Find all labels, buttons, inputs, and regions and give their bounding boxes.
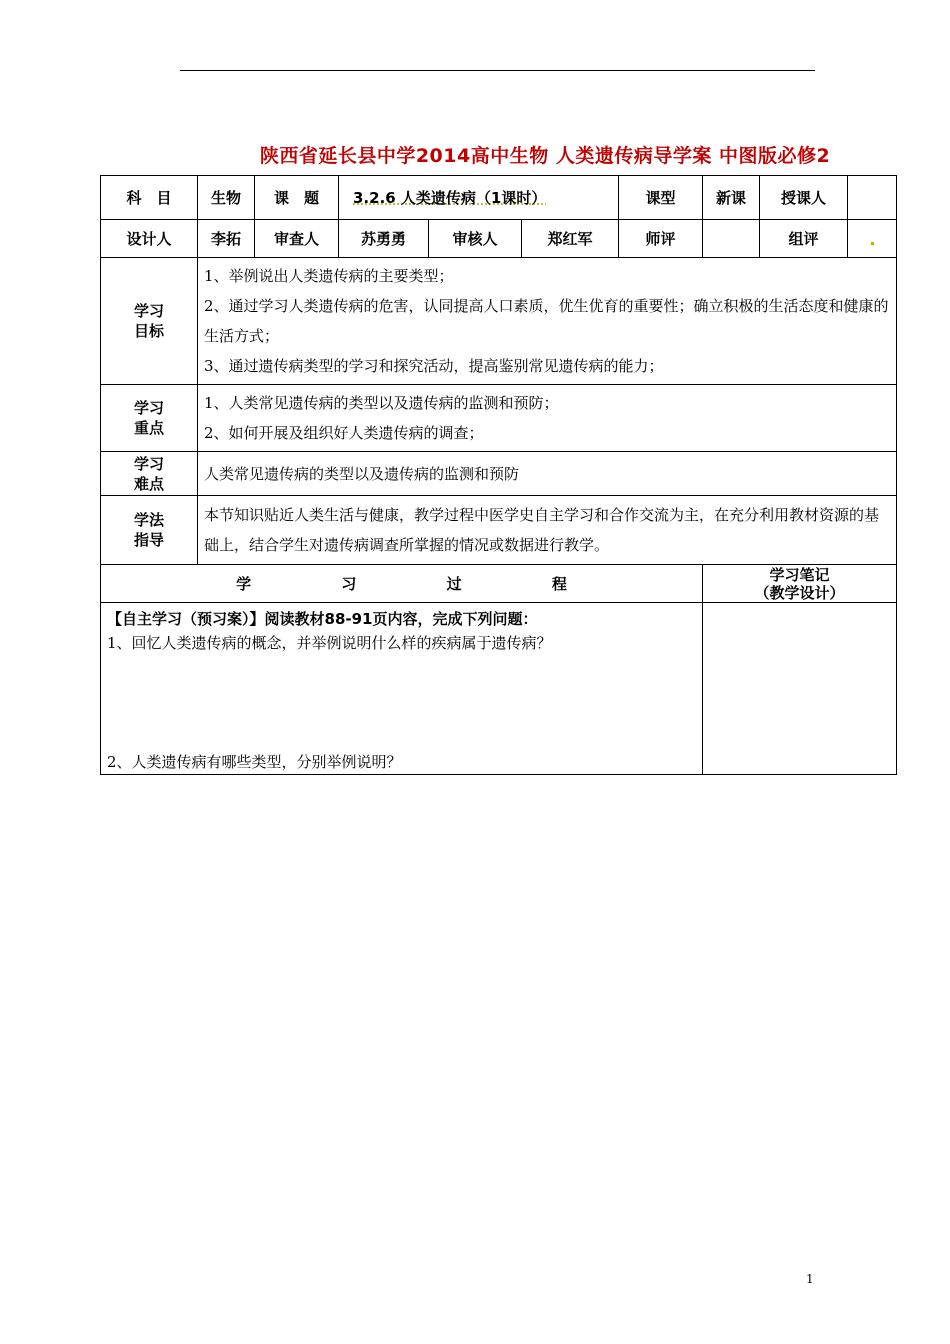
header-rule: [180, 70, 815, 71]
self-study-heading: 【自主学习（预习案）】阅读教材88-91页内容，完成下列问题：: [107, 610, 538, 628]
self-study-row: [101, 603, 897, 775]
question-1: 1、回忆人类遗传病的概念，并举例说明什么样的疾病属于遗传病？: [107, 634, 552, 652]
group-value: [848, 220, 897, 258]
lesson-type-value: 新课: [703, 176, 760, 220]
difficulties-label: 学习 难点: [101, 452, 198, 496]
key-points-content: [198, 385, 897, 452]
page-number: 1: [806, 1272, 814, 1286]
method-row: [101, 496, 897, 565]
subject-value: 生物: [198, 176, 255, 220]
difficulties-row: [101, 452, 897, 496]
topic-value: 3.2.6 人类遗传病（1课时）: [339, 176, 619, 220]
topic-label: 课 题: [255, 176, 339, 220]
process-header-row: [101, 565, 897, 603]
teacher-value: [848, 176, 897, 220]
mentor-value: [703, 220, 760, 258]
reviewer-value: 苏勇勇: [339, 220, 429, 258]
mark-dot: [871, 242, 874, 245]
method-content: 本节知识贴近人类生活与健康，教学过程中医学史自主学习和合作交流为主，在充分利用教材资源的基础上，结合学生对遗传病调查所掌握的情况或数据进行教学。: [198, 496, 897, 565]
key-point-item: 1、人类常见遗传病的类型以及遗传病的监测和预防；: [204, 394, 559, 412]
process-heading: 学 习 过 程: [101, 565, 703, 603]
document-title: 陕西省延长县中学2014高中生物 人类遗传病导学案 中图版必修2: [259, 145, 831, 167]
mentor-label: 师评: [619, 220, 703, 258]
auditor-label: 审核人: [429, 220, 522, 258]
question-2: 2、人类遗传病有哪些类型，分别举例说明？: [107, 753, 402, 771]
goal-item: 3、通过遗传病类型的学习和探究活动，提高鉴别常见遗传病的能力；: [204, 357, 664, 375]
lesson-plan-table: [100, 175, 897, 775]
notes-area: [703, 603, 897, 775]
method-label: 学法 指导: [101, 496, 198, 565]
notes-heading: 学习笔记 （教学设计）: [703, 565, 897, 603]
auditor-value: 郑红军: [522, 220, 619, 258]
goals-content: [198, 258, 897, 385]
reviewer-label: 审查人: [255, 220, 339, 258]
self-study-content: [101, 603, 703, 775]
key-points-row: [101, 385, 897, 452]
goal-item: 1、举例说出人类遗传病的主要类型；: [204, 267, 454, 285]
teacher-label: 授课人: [760, 176, 848, 220]
goal-item: 2、通过学习人类遗传病的危害，认同提高人口素质，优生优育的重要性；确立积极的生活态度和健康的生活方式；: [204, 297, 889, 345]
lesson-type-label: 课型: [619, 176, 703, 220]
difficulties-content: 人类常见遗传病的类型以及遗传病的监测和预防: [198, 452, 897, 496]
key-point-item: 2、如何开展及组织好人类遗传病的调查；: [204, 424, 484, 442]
header-row-2: [101, 220, 897, 258]
goals-row: [101, 258, 897, 385]
designer-label: 设计人: [101, 220, 198, 258]
group-label: 组评: [760, 220, 848, 258]
key-points-label: 学习 重点: [101, 385, 198, 452]
header-row-1: [101, 176, 897, 220]
designer-value: 李拓: [198, 220, 255, 258]
subject-label: 科 目: [101, 176, 198, 220]
goals-label: 学习 目标: [101, 258, 198, 385]
